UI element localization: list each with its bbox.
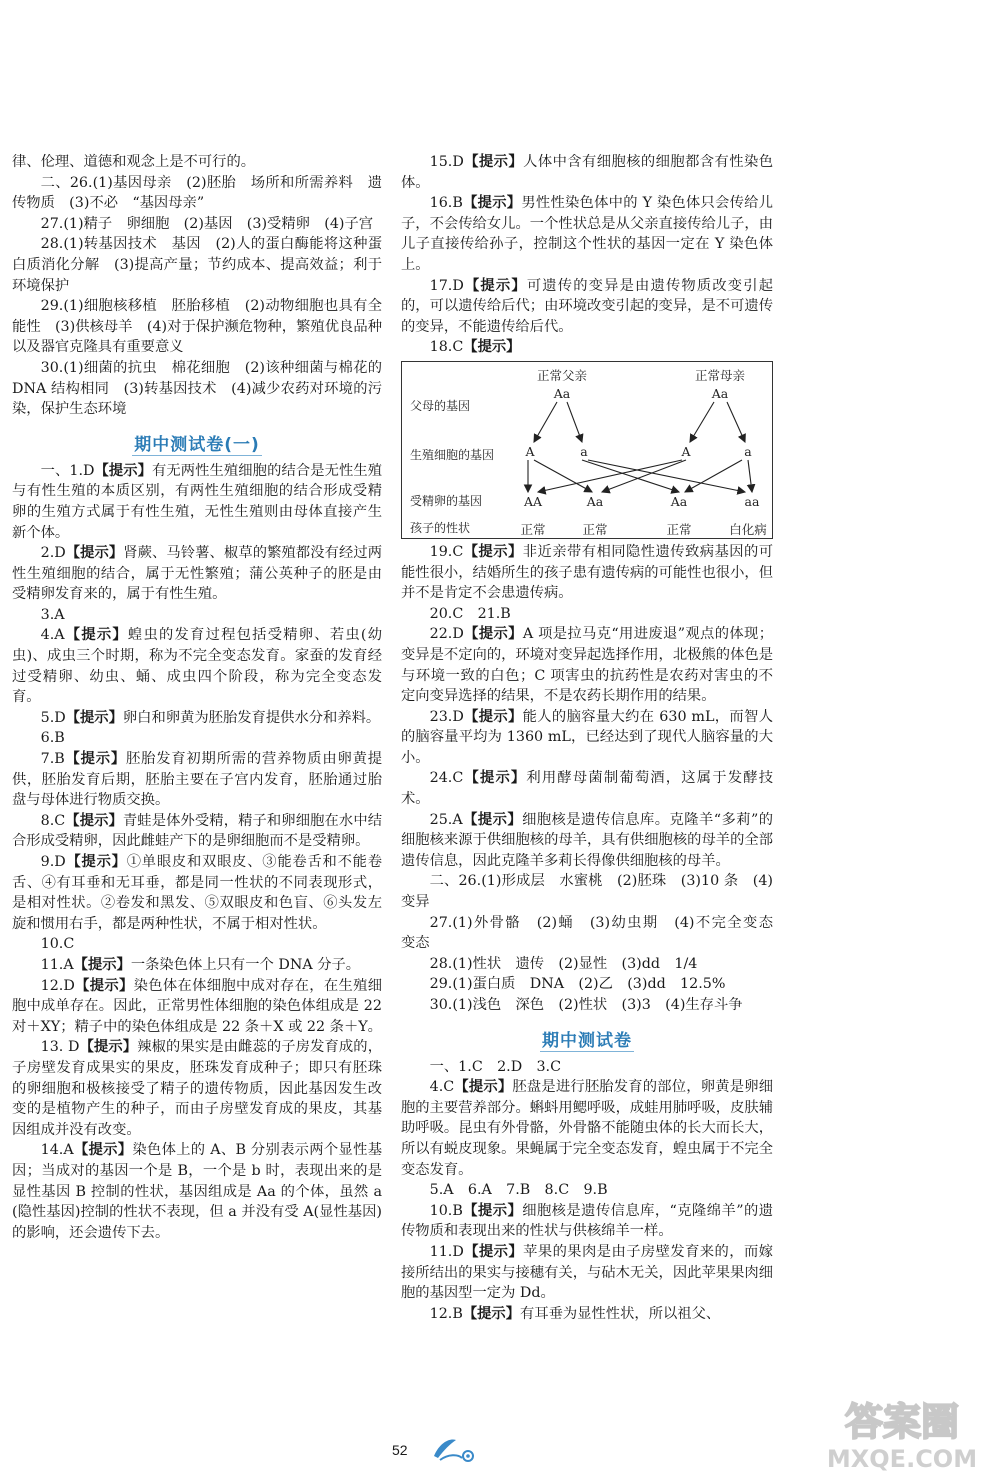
- zygote-gene: AA: [523, 493, 543, 509]
- answer-key: 15.D: [429, 154, 464, 170]
- hint-text: A 项是拉马克“用进废退”观点的体现；变异是不定向的，环境对变异起选择作用，北极熊的体色是与环境一致的白色；C 项害虫的抗药性是农药对害虫的不定向变异选择的结果，不是农药长期作用的结果。: [401, 626, 773, 705]
- trait-label: 白化病: [729, 521, 767, 537]
- row-label: 父母的基因: [410, 398, 471, 413]
- hint-text: 蝗虫的发育过程包括受精卵、若虫(幼虫)、成虫三个时期，称为不完全变态发育。家蚕的发育经过受精卵、幼虫、蛹、成虫四个阶段，称为完全变态发育。: [12, 627, 382, 706]
- father-label: 正常父亲: [536, 367, 588, 383]
- answer-paragraph: [401, 193, 773, 275]
- hint-tag: 【提示】: [64, 751, 126, 768]
- hint-tag: 【提示】: [462, 1202, 523, 1219]
- inheritance-arrow: [534, 402, 557, 442]
- hint-text: 染色体在体细胞中成对存在，在生殖细胞中成单存在。因此，正常男性体细胞的染色体组成是 22 对＋XY；精子中的染色体组成是 22 条＋X 或 22 条＋Y。: [12, 977, 383, 1035]
- hint-text: 胚盘是进行胚胎发育的部位，卵黄是卵细胞的主要营养部分。蝌蚪用鳃呼吸，成蛙用肺呼吸，皮肤辅助呼吸。昆虫有外骨骼，外骨骼不能随虫体的长大而长大，所以有蜕皮现象。果蝇属于完全变态发育，蝗虫属于不完全变态发育。: [401, 1079, 774, 1178]
- answer-paragraph: 28.(1)转基因技术 基因 (2)人的蛋白酶能将这种蛋白质消化分解 (3)提高产量；节约成本、提高效益；利于环境保护: [12, 236, 382, 294]
- parent-gene: Aa: [711, 385, 729, 401]
- hint-text: 辣椒的果实是由雌蕊的子房发育成的，子房壁发育成果实的果皮，胚珠发育成种子；即只有胚珠的卵细胞和极核接受了精子的遗传物质，因此基因发生改变的是植物产生的种子，而由子房壁发育成的果皮，其基因组成并没有改变。: [12, 1039, 383, 1138]
- answer-paragraph: [12, 955, 382, 976]
- hint-text: 染色体上的 A、B 分别表示两个显性基因；当成对的基因一个是 B，一个是 b 时，表现出来的是显性基因 B 控制的性状，基因组成是 Aa 的个体，虽然 a(隐性基因)控制的性状不表现，但 a 并没有受 A(显性基因)的影响，还会遗传下去。: [12, 1142, 383, 1241]
- answer-key: 5.D: [40, 709, 66, 726]
- hint-tag: 【提示】: [454, 1079, 513, 1096]
- inheritance-arrow: [690, 402, 714, 442]
- answer-paragraph: [401, 604, 773, 625]
- inheritance-arrow: [567, 402, 582, 442]
- inheritance-arrow: [685, 460, 742, 492]
- answer-key: 16.B: [429, 195, 463, 212]
- answer-paragraph: [401, 913, 788, 954]
- trait-label: 正常: [520, 521, 546, 537]
- page-number: 52: [392, 1442, 408, 1458]
- answer-paragraph: [12, 852, 382, 934]
- hint-text: 男性性染色体中的 Y 染色体只会传给儿子，不会传给女儿。一个性状总是从父亲直接传给儿子，由儿子直接传给孙子，控制这个性状的基因一定在 Y 染色体上。: [401, 195, 773, 273]
- hint-text: 肾蕨、马铃薯、椒草的繁殖都没有经过两性生殖细胞的结合，属于无性繁殖；蒲公英种子的胚是由受精卵发育来的，属于有性生殖。: [12, 545, 383, 603]
- answer-paragraph: [401, 624, 773, 706]
- answer-key: 12.D: [40, 977, 75, 994]
- answer-paragraph: [12, 605, 382, 626]
- answer-key: 10.C: [40, 936, 75, 953]
- hint-tag: 【提示】: [463, 543, 523, 560]
- answer-key: 28.(1)性状 遗传 (2)显性 (3)dd 1/4: [429, 955, 698, 972]
- hint-text: 非近亲带有相同隐性遗传致病基因的可能性很小，结婚所生的孩子患有遗传病的可能性也很小，但并不是肯定不会患遗传病。: [401, 543, 774, 602]
- answer-paragraph: [12, 811, 382, 852]
- left-column: [12, 152, 382, 1243]
- answer-paragraph: [401, 810, 773, 872]
- answer-paragraph: [12, 976, 382, 1038]
- hint-tag: 【提示】: [462, 811, 523, 828]
- answer-paragraph: [12, 708, 382, 729]
- answer-paragraph: [401, 276, 773, 338]
- answer-paragraph: [401, 974, 773, 995]
- answer-key: 22.D: [429, 626, 464, 643]
- hint-text: 利用酵母菌制葡萄酒，这属于发酵技术。: [401, 770, 774, 808]
- answer-key: 4.C: [429, 1079, 455, 1096]
- answer-paragraph: [401, 542, 773, 604]
- hint-text: 苹果的果肉是由子房壁发育来的，而嫁接所结出的果实与接穗有关，与砧木无关，因此苹果果肉细胞的基因型一定为 Dd。: [401, 1243, 774, 1302]
- hint-text: 青蛙是体外受精，精子和卵细胞在水中结合形成受精卵，因此雌蛙产下的是卵细胞而不是受精卵。: [12, 812, 383, 850]
- row-label: 孩子的性状: [410, 520, 471, 535]
- answer-paragraph: [401, 1242, 773, 1304]
- watermark-text-top: 答案圈: [844, 1400, 960, 1444]
- hint-text: 卵白和卵黄为胚胎发育提供水分和养料。: [122, 709, 381, 726]
- answer-paragraph: [401, 954, 773, 975]
- answer-key: 20.C 21.B: [429, 605, 511, 622]
- parent-gene: Aa: [553, 385, 571, 401]
- inheritance-arrow: [748, 460, 752, 492]
- gamete-gene: a: [744, 443, 752, 459]
- answer-paragraph: [401, 707, 773, 769]
- section-title: [401, 1026, 773, 1051]
- answer-key: 30.(1)浅色 深色 (2)性状 (3)3 (4)生存斗争: [429, 997, 743, 1013]
- gamete-gene: A: [525, 443, 535, 459]
- answer-key: 12.B: [429, 1305, 463, 1322]
- answer-key: 11.A: [40, 956, 74, 973]
- answer-paragraph: [401, 871, 773, 912]
- answer-paragraph: 律、伦理、道德和观念上是不可行的。: [12, 154, 256, 170]
- hint-tag: 【提示】: [463, 626, 523, 643]
- answer-key: 23.D: [429, 708, 464, 725]
- hint-tag: 【提示】: [65, 709, 123, 726]
- answer-key: 4.A: [40, 627, 65, 644]
- answer-paragraph: [401, 995, 773, 1016]
- right-column: [401, 152, 788, 1324]
- answer-key: 24.C: [429, 770, 464, 787]
- answer-key: 19.C: [429, 543, 464, 560]
- answer-paragraph: [12, 543, 382, 605]
- inheritance-diagram: [401, 361, 773, 539]
- hint-text: 细胞核是遗传信息库，“克隆绵羊”的遗传物质和表现出来的性状与供核绵羊一样。: [401, 1202, 773, 1240]
- answer-key: 2.D: [40, 545, 66, 562]
- hint-tag: 【提示】: [463, 1243, 524, 1260]
- hint-tag: 【提示】: [74, 977, 134, 994]
- answer-paragraph: 27.(1)精子 卵细胞 (2)基因 (3)受精卵 (4)子宫: [40, 215, 374, 232]
- answer-key: 10.B: [429, 1202, 463, 1219]
- answer-key: 3.A: [40, 606, 65, 623]
- hint-tag: 【提示】: [462, 195, 522, 212]
- answer-paragraph: [12, 1037, 382, 1140]
- answer-paragraph: [401, 152, 773, 193]
- watermark-text-bottom: MXQE.COM: [826, 1445, 978, 1473]
- answer-key: 13. D: [40, 1039, 80, 1056]
- answer-key: 5.A 6.A 7.B 8.C 9.B: [429, 1182, 608, 1199]
- inheritance-arrow: [727, 402, 745, 442]
- hint-text: 有无两性生殖细胞的结合是无性生殖与有性生殖的本质区别，有两性生殖细胞的结合形成受精卵的生殖方式属于有性生殖，无性生殖则由母体直接产生新个体。: [12, 462, 382, 541]
- answer-key: 6.B: [40, 730, 65, 747]
- answer-key: 二、26.(1)形成层 水蜜桃 (2)胚珠 (3)10 条 (4)变异: [401, 873, 773, 911]
- answer-paragraph: [12, 1140, 382, 1243]
- hint-tag: 【提示】: [65, 545, 124, 562]
- answer-key: 29.(1)蛋白质 DNA (2)乙 (3)dd 12.5%: [429, 976, 726, 993]
- answer-paragraph: [401, 337, 773, 358]
- hint-tag: 【提示】: [79, 1039, 138, 1056]
- answer-key: 11.D: [429, 1243, 464, 1260]
- hint-text: 人体中含有细胞核的细胞都含有性染色体。: [401, 154, 774, 191]
- hint-text: 有耳垂为显性性状，所以祖父、: [520, 1305, 721, 1322]
- answer-paragraph: [12, 934, 382, 955]
- hint-tag: 【提示】: [94, 462, 153, 479]
- hint-tag: 【提示】: [64, 627, 128, 644]
- mother-label: 正常母亲: [694, 367, 746, 383]
- watermark-logo: [818, 1395, 988, 1475]
- zygote-gene: Aa: [670, 493, 688, 509]
- leaf-ornament-icon: [430, 1434, 478, 1464]
- section-title-text: 期中测试卷: [542, 1030, 632, 1051]
- answer-paragraph: 二、26.(1)基因母亲 (2)胚胎 场所和所需养料 遗传物质 (3)不必 “基因母亲”: [12, 174, 382, 212]
- row-label: 生殖细胞的基因: [410, 447, 495, 462]
- gamete-gene: a: [580, 443, 588, 459]
- answer-paragraph: [401, 1057, 773, 1078]
- answer-key: 一、1.C 2.D 3.C: [429, 1058, 562, 1075]
- hint-text: ①单眼皮和双眼皮、③能卷舌和不能卷舌、④有耳垂和无耳垂，都是同一性状的不同表现形式，是相对性状。②卷发和黑发、⑤双眼皮和色盲、⑥头发左旋和惯用右手，都是两种性状，不属于相对性状。: [12, 854, 383, 932]
- hint-tag: 【提示】: [463, 339, 521, 356]
- hint-tag: 【提示】: [462, 1305, 521, 1322]
- answer-key: 9.D: [40, 854, 66, 870]
- hint-tag: 【提示】: [65, 812, 123, 829]
- answer-key: 17.D: [429, 277, 464, 294]
- answer-key: 一、1.D: [40, 462, 95, 479]
- answer-key: 8.C: [40, 812, 66, 829]
- hint-text: 能人的脑容量大约在 630 mL，而智人的脑容量平均为 1360 mL，已经达到了现代人脑容量的大小。: [401, 708, 773, 766]
- answer-paragraph: [401, 1304, 773, 1325]
- answer-key: 18.C: [429, 339, 464, 356]
- trait-label: 正常: [666, 521, 692, 537]
- hint-text: 细胞核是遗传信息库。克隆羊“多莉”的细胞核来源于供细胞核的母羊，具有供细胞核的母羊的全部遗传信息，因此克隆羊多莉长得像供细胞核的母羊。: [401, 811, 774, 869]
- answer-key: 14.A: [40, 1142, 74, 1159]
- zygote-gene: aa: [744, 493, 760, 509]
- answer-key: 7.B: [40, 751, 65, 768]
- answer-key: 27.(1)外骨骼 (2)蛹 (3)幼虫期 (4)不完全变态 变态: [401, 914, 788, 952]
- hint-text: 可遗传的变异是由遗传物质改变引起的，可以遗传给后代；由环境改变引起的变异，是不可遗传的变异，不能遗传给后代。: [401, 277, 774, 335]
- hint-tag: 【提示】: [463, 770, 527, 787]
- hint-tag: 【提示】: [463, 154, 524, 170]
- hint-tag: 【提示】: [463, 708, 523, 725]
- section-title-text: 期中测试卷(一): [134, 434, 260, 455]
- answer-paragraph: [401, 768, 773, 809]
- answer-paragraph: [401, 1077, 773, 1180]
- section-title: [12, 430, 382, 455]
- answer-paragraph: [12, 625, 382, 707]
- hint-text: 胚胎发育初期所需的营养物质由卵黄提供，胚胎发育后期，胚胎主要在子宫内发育，胚胎通过胎盘与母体进行物质交换。: [12, 751, 383, 809]
- hint-tag: 【提示】: [73, 956, 131, 973]
- gamete-gene: A: [681, 443, 691, 459]
- answer-paragraph: [401, 1201, 773, 1242]
- answer-paragraph: [12, 461, 382, 543]
- hint-tag: 【提示】: [73, 1142, 133, 1159]
- trait-label: 正常: [582, 521, 608, 537]
- zygote-gene: Aa: [586, 493, 604, 509]
- answer-paragraph: 29.(1)细胞核移植 胚胎移植 (2)动物细胞也具有全能性 (3)供核母羊 (4)对于保护濒危物种，繁殖优良品种以及器官克隆具有重要意义: [12, 298, 382, 356]
- row-label: 受精卵的基因: [410, 493, 483, 508]
- inheritance-arrow: [602, 460, 686, 492]
- inheritance-arrow: [534, 460, 592, 492]
- answer-paragraph: [12, 728, 382, 749]
- answer-paragraph: [401, 1180, 773, 1201]
- hint-text: 一条染色体上只有一个 DNA 分子。: [130, 956, 361, 973]
- hint-tag: 【提示】: [65, 854, 127, 870]
- answer-paragraph: 30.(1)细菌的抗虫 棉花细胞 (2)该种细菌与棉花的 DNA 结构相同 (3)转基因技术 (4)减少农药对环境的污染，保护生态环境: [12, 359, 382, 418]
- answer-key: 25.A: [429, 811, 463, 828]
- answer-paragraph: [12, 749, 382, 811]
- hint-tag: 【提示】: [463, 277, 527, 294]
